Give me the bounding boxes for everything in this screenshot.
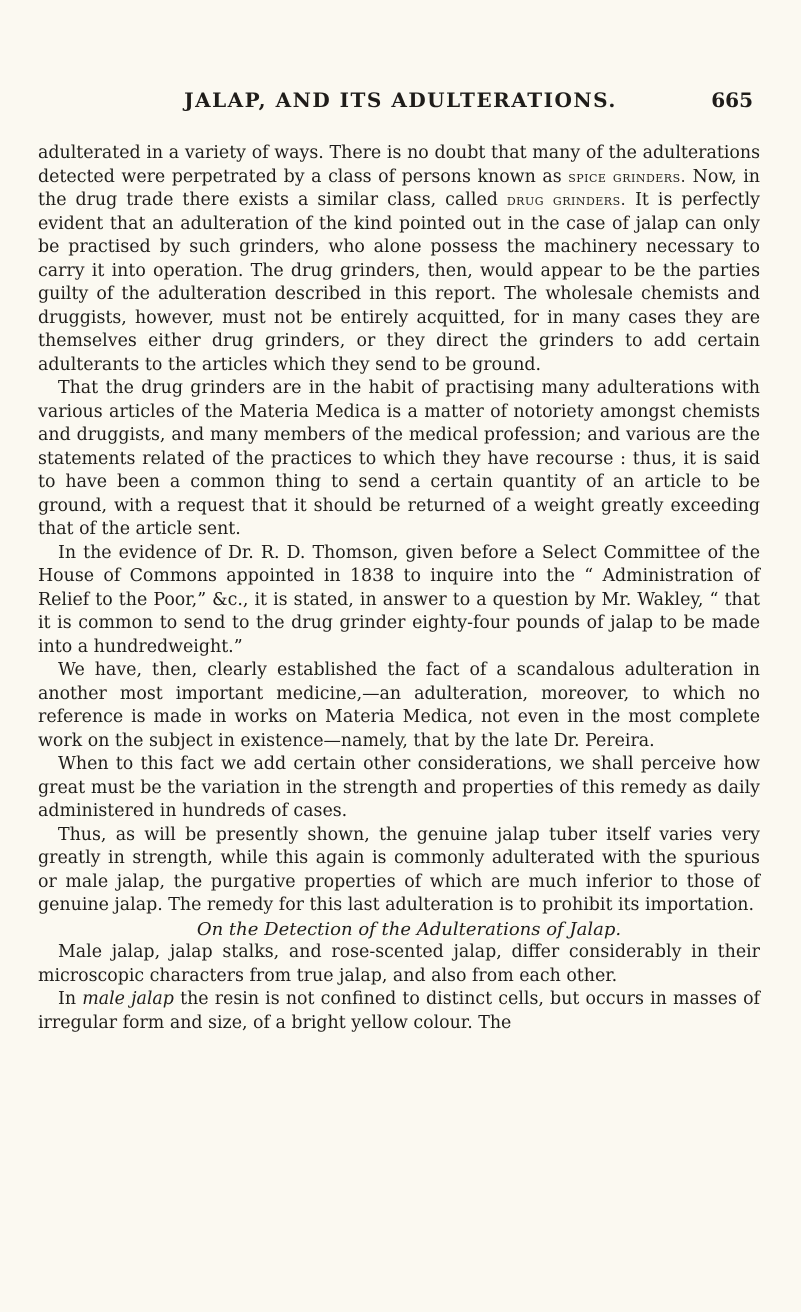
paragraph-text: In bbox=[58, 989, 83, 1009]
paragraph bbox=[38, 142, 760, 377]
small-caps-term: drug grinders. bbox=[506, 191, 627, 209]
page-number: 665 bbox=[711, 88, 753, 112]
paragraph-text: adulterated in a variety of ways. There is no doubt that many of the adulterations detected were perpetrated by a class of persons known as bbox=[38, 143, 760, 187]
paragraph: In the evidence of Dr. R. D. Thomson, given before a Select Committee of the House of Commons appointed in 1838 to inquire into the “ Administration of Relief to the Poor,” &c., it is stated, in answer to a question by Mr. Wakley, “ that it is common to send to the drug grinder eighty-four pounds of jalap to be made into a hundredweight.” bbox=[38, 542, 760, 657]
paragraph: Thus, as will be presently shown, the genuine jalap tuber itself varies very greatly in strength, while this again is commonly adulterated with the spurious or male jalap, the purgative properties of which are much inferior to those of genuine jalap. The remedy for this last adulteration is to prohibit its importation. bbox=[38, 824, 760, 915]
paragraph: We have, then, clearly established the fact of a scandalous adulteration in another most important medicine,—an adulteration, moreover, to which no reference is made in works on Materia Medica, not even in the most complete work on the subject in existence—namely, that by the late Dr. Pereira. bbox=[38, 660, 760, 751]
running-title: JALAP, AND ITS ADULTERATIONS. bbox=[184, 88, 617, 112]
small-caps-term: spice grinders. bbox=[568, 167, 687, 186]
body-text bbox=[38, 142, 760, 1035]
section-heading: On the Detection of the Adulterations of Jalap. bbox=[196, 918, 622, 940]
paragraph-text: It is perfectly evident that an adulteration of the kind pointed out in the case of jalap can only be practised by such grinders, who alone possess the machinery necessary to carry it into operation. The drug grinders, then, would appear to be the parties guilty of the adulteration described in this report. The wholesale chemists and druggists, however, must not be entirely acquitted, for in many cases they are themselves either drug grinders, or they direct the grinders to add certain adulterants to the articles which they send to be ground. bbox=[38, 190, 761, 375]
italic-term: male jalap bbox=[82, 989, 174, 1009]
paragraph: When to this fact we add certain other considerations, we shall perceive how great must be the variation in the strength and properties of this remedy as daily administered in hundreds of cases. bbox=[38, 754, 760, 821]
running-head bbox=[0, 88, 801, 118]
paragraph bbox=[38, 988, 760, 1035]
paragraph: Male jalap, jalap stalks, and rose-scented jalap, differ considerably in their microscopic characters from true jalap, and also from each other. bbox=[38, 942, 760, 986]
paragraph-text: the resin is not confined to distinct cells, but occurs in masses of irregular form and size, of a bright yellow colour. The bbox=[38, 989, 760, 1033]
paragraph: That the drug grinders are in the habit of practising many adulterations with various articles of the Materia Medica is a matter of notoriety amongst chemists and druggists, and many members of the medical profession; and various are the statements related of the practices to which they have recourse : thus, it is said to have been a common thing to send a certain quantity of an article to be ground, with a request that it should be returned of a weight greatly exceeding that of the article sent. bbox=[38, 378, 760, 539]
paragraph-text: Now, in the drug trade there exists a similar class, called bbox=[38, 166, 761, 210]
